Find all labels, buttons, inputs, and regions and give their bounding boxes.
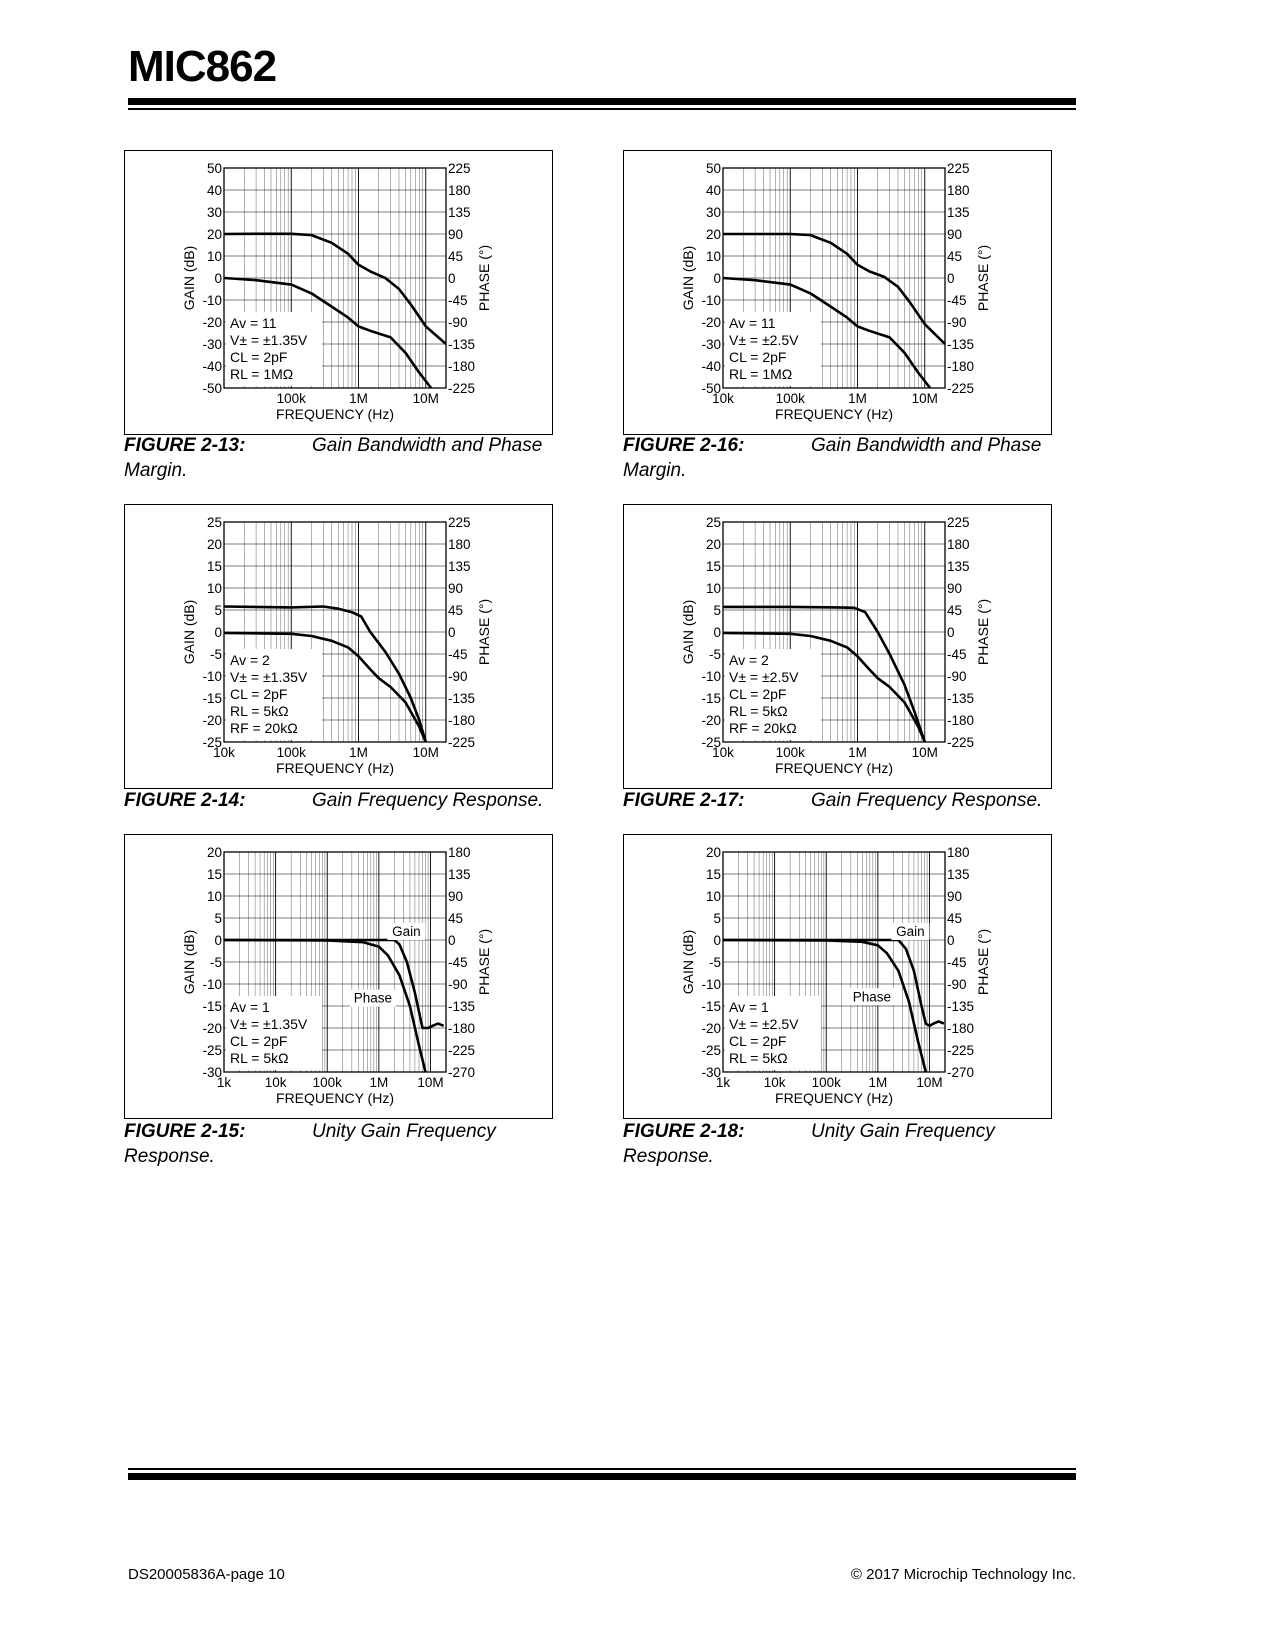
x-tick-label: 1M bbox=[848, 745, 867, 760]
y-tick-label: 20 bbox=[206, 227, 222, 242]
y2-tick-label: 90 bbox=[448, 227, 464, 242]
y2-tick-label: 45 bbox=[448, 603, 464, 618]
y2-tick-label: -180 bbox=[947, 713, 975, 728]
chart-fig-2-18 bbox=[623, 834, 1053, 1120]
y2-tick-label: -270 bbox=[448, 1065, 476, 1080]
x-tick-label: 100k bbox=[276, 745, 306, 760]
y2-tick-label: -45 bbox=[448, 293, 468, 308]
y2-tick-label: 135 bbox=[448, 559, 471, 574]
figure-caption bbox=[124, 788, 584, 813]
y2-tick-label: 135 bbox=[947, 559, 970, 574]
figure-caption bbox=[124, 433, 584, 483]
x-tick-label: 1M bbox=[369, 1075, 389, 1090]
annotation-line: RL = 5kΩ bbox=[729, 1050, 788, 1066]
y2-tick-label: -180 bbox=[448, 713, 476, 728]
y2-tick-label: -180 bbox=[947, 359, 975, 374]
y-tick-label: -30 bbox=[202, 1065, 222, 1080]
y2-tick-label: 180 bbox=[947, 183, 970, 198]
y2-tick-label: 0 bbox=[448, 271, 456, 286]
y-tick-label: 15 bbox=[705, 867, 721, 882]
y2-tick-label: 0 bbox=[947, 933, 955, 948]
y2-tick-label: -225 bbox=[448, 381, 476, 396]
y-axis-title: GAIN (dB) bbox=[181, 599, 197, 665]
figure-title: Gain Frequency Response. bbox=[811, 790, 1043, 811]
y2-tick-label: 0 bbox=[448, 933, 456, 948]
annotation-line: Av = 1 bbox=[729, 999, 769, 1015]
x-axis-title: FREQUENCY (Hz) bbox=[276, 760, 394, 776]
annotation-line: V± = ±2.5V bbox=[729, 332, 799, 348]
x-axis-title: FREQUENCY (Hz) bbox=[276, 406, 394, 422]
y2-tick-label: 180 bbox=[947, 537, 970, 552]
y-tick-label: -10 bbox=[701, 669, 721, 684]
x-tick-label: 10k bbox=[763, 1075, 786, 1090]
y2-tick-label: 90 bbox=[448, 581, 464, 596]
x-tick-label: 1M bbox=[868, 1075, 888, 1090]
x-tick-label: 100k bbox=[312, 1075, 342, 1090]
annotation-line: RL = 5kΩ bbox=[230, 1050, 289, 1066]
x-tick-label: 100k bbox=[276, 391, 306, 406]
x-tick-label: 10k bbox=[712, 391, 734, 406]
y-axis-title: GAIN (dB) bbox=[680, 929, 696, 995]
y2-axis-title: PHASE (°) bbox=[975, 244, 991, 312]
x-tick-label: 10k bbox=[213, 745, 235, 760]
y-axis-title: GAIN (dB) bbox=[680, 245, 696, 311]
annotation-line: V± = ±1.35V bbox=[230, 669, 308, 685]
y-tick-label: 10 bbox=[206, 249, 222, 264]
x-axis-title: FREQUENCY (Hz) bbox=[775, 760, 893, 776]
annotation-line: CL = 2pF bbox=[230, 686, 288, 702]
y2-axis-title: PHASE (°) bbox=[975, 928, 991, 996]
annotation-line: Av = 2 bbox=[729, 652, 769, 668]
y-tick-label: -20 bbox=[202, 315, 222, 330]
y-tick-label: -25 bbox=[202, 735, 222, 750]
figure-title: Gain Bandwidth and Phase Margin. bbox=[124, 435, 543, 481]
y2-tick-label: 225 bbox=[448, 515, 471, 530]
annotation-line: Av = 1 bbox=[230, 999, 270, 1015]
chart-fig-2-13 bbox=[124, 150, 554, 436]
y2-tick-label: 0 bbox=[947, 625, 955, 640]
series-label: Gain bbox=[392, 924, 421, 939]
y2-tick-label: -225 bbox=[448, 1043, 476, 1058]
y2-tick-label: -180 bbox=[448, 359, 476, 374]
page-title: MIC862 bbox=[128, 42, 277, 91]
y2-tick-label: -90 bbox=[947, 315, 967, 330]
y-tick-label: 20 bbox=[705, 227, 721, 242]
y2-tick-label: -45 bbox=[448, 647, 468, 662]
y-tick-label: 15 bbox=[705, 559, 721, 574]
figure-caption bbox=[623, 433, 1083, 483]
x-tick-label: 10k bbox=[264, 1075, 287, 1090]
y-tick-label: 40 bbox=[705, 183, 721, 198]
y2-tick-label: 90 bbox=[947, 581, 963, 596]
y2-tick-label: 0 bbox=[448, 625, 456, 640]
y2-tick-label: -135 bbox=[448, 999, 476, 1014]
y-tick-label: 0 bbox=[713, 625, 721, 640]
y-tick-label: -20 bbox=[202, 1021, 222, 1036]
x-tick-label: 10M bbox=[417, 1075, 444, 1090]
y2-axis-title: PHASE (°) bbox=[476, 928, 492, 996]
y-tick-label: 10 bbox=[206, 581, 222, 596]
y2-tick-label: 180 bbox=[448, 537, 471, 552]
y2-tick-label: -90 bbox=[448, 977, 468, 992]
y-tick-label: 40 bbox=[206, 183, 222, 198]
chart-fig-2-15 bbox=[124, 834, 554, 1120]
y2-tick-label: 225 bbox=[448, 161, 471, 176]
y2-tick-label: 135 bbox=[947, 867, 970, 882]
chart-fig-2-17 bbox=[623, 504, 1053, 790]
y2-tick-label: -45 bbox=[947, 955, 967, 970]
y2-tick-label: 135 bbox=[448, 205, 471, 220]
figure-title: Gain Bandwidth and Phase Margin. bbox=[623, 435, 1042, 481]
annotation-line: V± = ±2.5V bbox=[729, 1016, 799, 1032]
y-axis-title: GAIN (dB) bbox=[181, 929, 197, 995]
y-tick-label: -40 bbox=[202, 359, 222, 374]
figure-title: Unity Gain Frequency Response. bbox=[623, 1121, 995, 1167]
y-tick-label: -5 bbox=[708, 955, 721, 970]
header-rule bbox=[128, 98, 1076, 105]
x-tick-label: 10M bbox=[911, 391, 938, 406]
y2-axis-title: PHASE (°) bbox=[975, 598, 991, 666]
figure-number: FIGURE 2-18: bbox=[623, 1121, 745, 1142]
x-tick-label: 10M bbox=[916, 1075, 943, 1090]
y2-tick-label: -135 bbox=[947, 337, 975, 352]
y-tick-label: 10 bbox=[705, 581, 721, 596]
y-tick-label: -20 bbox=[202, 713, 222, 728]
y-tick-label: 10 bbox=[705, 889, 721, 904]
y2-tick-label: -180 bbox=[947, 1021, 975, 1036]
x-tick-label: 1M bbox=[848, 391, 867, 406]
annotation-line: V± = ±2.5V bbox=[729, 669, 799, 685]
y2-axis-title: PHASE (°) bbox=[476, 244, 492, 312]
y-tick-label: 5 bbox=[214, 911, 222, 926]
figure-number: FIGURE 2-14: bbox=[124, 790, 246, 811]
y2-tick-label: 180 bbox=[947, 845, 970, 860]
header-rule-thin bbox=[128, 108, 1076, 110]
x-tick-label: 1k bbox=[715, 1075, 731, 1090]
y-tick-label: 50 bbox=[206, 161, 222, 176]
y2-tick-label: 0 bbox=[947, 271, 955, 286]
y2-tick-label: -180 bbox=[448, 1021, 476, 1036]
y-tick-label: -20 bbox=[701, 713, 721, 728]
y-tick-label: 25 bbox=[206, 515, 222, 530]
y-tick-label: 20 bbox=[705, 845, 721, 860]
x-tick-label: 1M bbox=[349, 391, 368, 406]
y-tick-label: 20 bbox=[206, 845, 222, 860]
y2-tick-label: -90 bbox=[947, 669, 967, 684]
y-tick-label: 15 bbox=[206, 867, 222, 882]
y-tick-label: 20 bbox=[705, 537, 721, 552]
y-tick-label: -50 bbox=[202, 381, 222, 396]
annotation-line: RL = 1MΩ bbox=[729, 366, 793, 382]
y2-axis-title: PHASE (°) bbox=[476, 598, 492, 666]
annotation-line: RL = 5kΩ bbox=[729, 703, 788, 719]
y2-tick-label: 45 bbox=[947, 603, 963, 618]
y-tick-label: 0 bbox=[214, 625, 222, 640]
series-label: Gain bbox=[896, 924, 925, 939]
y-tick-label: -40 bbox=[701, 359, 721, 374]
y2-tick-label: 90 bbox=[947, 889, 963, 904]
annotation-line: Av = 11 bbox=[729, 315, 776, 331]
y-tick-label: -5 bbox=[209, 955, 222, 970]
y2-tick-label: -225 bbox=[947, 735, 975, 750]
y-tick-label: 30 bbox=[206, 205, 222, 220]
y2-tick-label: -225 bbox=[947, 381, 975, 396]
y2-tick-label: -135 bbox=[947, 999, 975, 1014]
y2-tick-label: 45 bbox=[448, 911, 464, 926]
y2-tick-label: 180 bbox=[448, 183, 471, 198]
y2-tick-label: -225 bbox=[448, 735, 476, 750]
series-label: Phase bbox=[353, 990, 392, 1006]
figure-number: FIGURE 2-16: bbox=[623, 435, 745, 456]
x-tick-label: 100k bbox=[775, 391, 805, 406]
chart-fig-2-14 bbox=[124, 504, 554, 790]
y-tick-label: 10 bbox=[206, 889, 222, 904]
x-tick-label: 1k bbox=[216, 1075, 232, 1090]
annotation-line: CL = 2pF bbox=[230, 1033, 288, 1049]
figure-caption bbox=[623, 788, 1083, 813]
annotation-line: RL = 1MΩ bbox=[230, 366, 294, 382]
y-tick-label: -15 bbox=[202, 691, 222, 706]
y2-tick-label: 225 bbox=[947, 515, 970, 530]
y2-tick-label: 45 bbox=[947, 249, 963, 264]
y-tick-label: -5 bbox=[708, 647, 721, 662]
annotation-line: CL = 2pF bbox=[230, 349, 288, 365]
annotation-line: RF = 20kΩ bbox=[729, 720, 797, 736]
chart-fig-2-16 bbox=[623, 150, 1053, 436]
y-tick-label: 5 bbox=[713, 911, 721, 926]
y-tick-label: 15 bbox=[206, 559, 222, 574]
y2-tick-label: -45 bbox=[947, 293, 967, 308]
y2-tick-label: -45 bbox=[448, 955, 468, 970]
x-axis-title: FREQUENCY (Hz) bbox=[276, 1090, 394, 1106]
x-tick-label: 10M bbox=[911, 745, 938, 760]
y2-tick-label: -270 bbox=[947, 1065, 975, 1080]
y-tick-label: 20 bbox=[206, 537, 222, 552]
y2-tick-label: 45 bbox=[448, 249, 464, 264]
y-tick-label: -30 bbox=[202, 337, 222, 352]
y-tick-label: 0 bbox=[214, 271, 222, 286]
y-tick-label: 50 bbox=[705, 161, 721, 176]
y-tick-label: 0 bbox=[214, 933, 222, 948]
footer-copyright: © 2017 Microchip Technology Inc. bbox=[850, 1566, 1076, 1583]
annotation-line: RL = 5kΩ bbox=[230, 703, 289, 719]
y2-tick-label: 90 bbox=[448, 889, 464, 904]
x-tick-label: 10M bbox=[412, 745, 439, 760]
y-tick-label: -10 bbox=[202, 977, 222, 992]
y2-tick-label: -135 bbox=[448, 337, 476, 352]
y-tick-label: 5 bbox=[713, 603, 721, 618]
y2-tick-label: 90 bbox=[947, 227, 963, 242]
y-tick-label: -30 bbox=[701, 337, 721, 352]
figure-number: FIGURE 2-15: bbox=[124, 1121, 246, 1142]
y-tick-label: 5 bbox=[214, 603, 222, 618]
y-tick-label: -25 bbox=[202, 1043, 222, 1058]
x-tick-label: 100k bbox=[811, 1075, 841, 1090]
figure-number: FIGURE 2-17: bbox=[623, 790, 745, 811]
footer-rule-thin bbox=[128, 1468, 1076, 1470]
annotation-line: V± = ±1.35V bbox=[230, 1016, 308, 1032]
annotation-line: V± = ±1.35V bbox=[230, 332, 308, 348]
y-axis-title: GAIN (dB) bbox=[680, 599, 696, 665]
y-tick-label: -25 bbox=[701, 1043, 721, 1058]
y-tick-label: 30 bbox=[705, 205, 721, 220]
y2-tick-label: -135 bbox=[448, 691, 476, 706]
annotation-line: CL = 2pF bbox=[729, 349, 787, 365]
y-tick-label: 0 bbox=[713, 271, 721, 286]
y2-tick-label: 180 bbox=[448, 845, 471, 860]
y2-tick-label: -90 bbox=[448, 315, 468, 330]
y-tick-label: -25 bbox=[701, 735, 721, 750]
figure-title: Gain Frequency Response. bbox=[312, 790, 544, 811]
y2-tick-label: -135 bbox=[947, 691, 975, 706]
footer-rule bbox=[128, 1473, 1076, 1480]
y-tick-label: -15 bbox=[202, 999, 222, 1014]
y-tick-label: -15 bbox=[701, 691, 721, 706]
y2-tick-label: -90 bbox=[448, 669, 468, 684]
y-tick-label: -10 bbox=[202, 669, 222, 684]
y2-tick-label: -225 bbox=[947, 1043, 975, 1058]
y-tick-label: -10 bbox=[701, 977, 721, 992]
y-tick-label: -10 bbox=[701, 293, 721, 308]
x-tick-label: 10k bbox=[712, 745, 734, 760]
y-tick-label: -50 bbox=[701, 381, 721, 396]
y2-tick-label: -45 bbox=[947, 647, 967, 662]
y2-tick-label: 135 bbox=[947, 205, 970, 220]
y2-tick-label: 45 bbox=[947, 911, 963, 926]
x-tick-label: 10M bbox=[412, 391, 439, 406]
y-tick-label: -20 bbox=[701, 1021, 721, 1036]
figure-title: Unity Gain Frequency Response. bbox=[124, 1121, 496, 1167]
annotation-line: Av = 11 bbox=[230, 315, 277, 331]
figure-caption bbox=[124, 1119, 584, 1169]
figure-caption bbox=[623, 1119, 1083, 1169]
y-axis-title: GAIN (dB) bbox=[181, 245, 197, 311]
annotation-line: CL = 2pF bbox=[729, 686, 787, 702]
y-tick-label: 10 bbox=[705, 249, 721, 264]
y-tick-label: -30 bbox=[701, 1065, 721, 1080]
y-tick-label: 0 bbox=[713, 933, 721, 948]
x-axis-title: FREQUENCY (Hz) bbox=[775, 1090, 893, 1106]
annotation-line: Av = 2 bbox=[230, 652, 270, 668]
y2-tick-label: -90 bbox=[947, 977, 967, 992]
series-label: Phase bbox=[852, 989, 891, 1005]
y-tick-label: -10 bbox=[202, 293, 222, 308]
x-tick-label: 1M bbox=[349, 745, 368, 760]
y2-tick-label: 225 bbox=[947, 161, 970, 176]
y-tick-label: 25 bbox=[705, 515, 721, 530]
y-tick-label: -20 bbox=[701, 315, 721, 330]
y-tick-label: -15 bbox=[701, 999, 721, 1014]
x-axis-title: FREQUENCY (Hz) bbox=[775, 406, 893, 422]
annotation-line: RF = 20kΩ bbox=[230, 720, 298, 736]
figure-number: FIGURE 2-13: bbox=[124, 435, 246, 456]
y-tick-label: -5 bbox=[209, 647, 222, 662]
annotation-line: CL = 2pF bbox=[729, 1033, 787, 1049]
y2-tick-label: 135 bbox=[448, 867, 471, 882]
footer-doc-id: DS20005836A-page 10 bbox=[128, 1566, 285, 1583]
x-tick-label: 100k bbox=[775, 745, 805, 760]
